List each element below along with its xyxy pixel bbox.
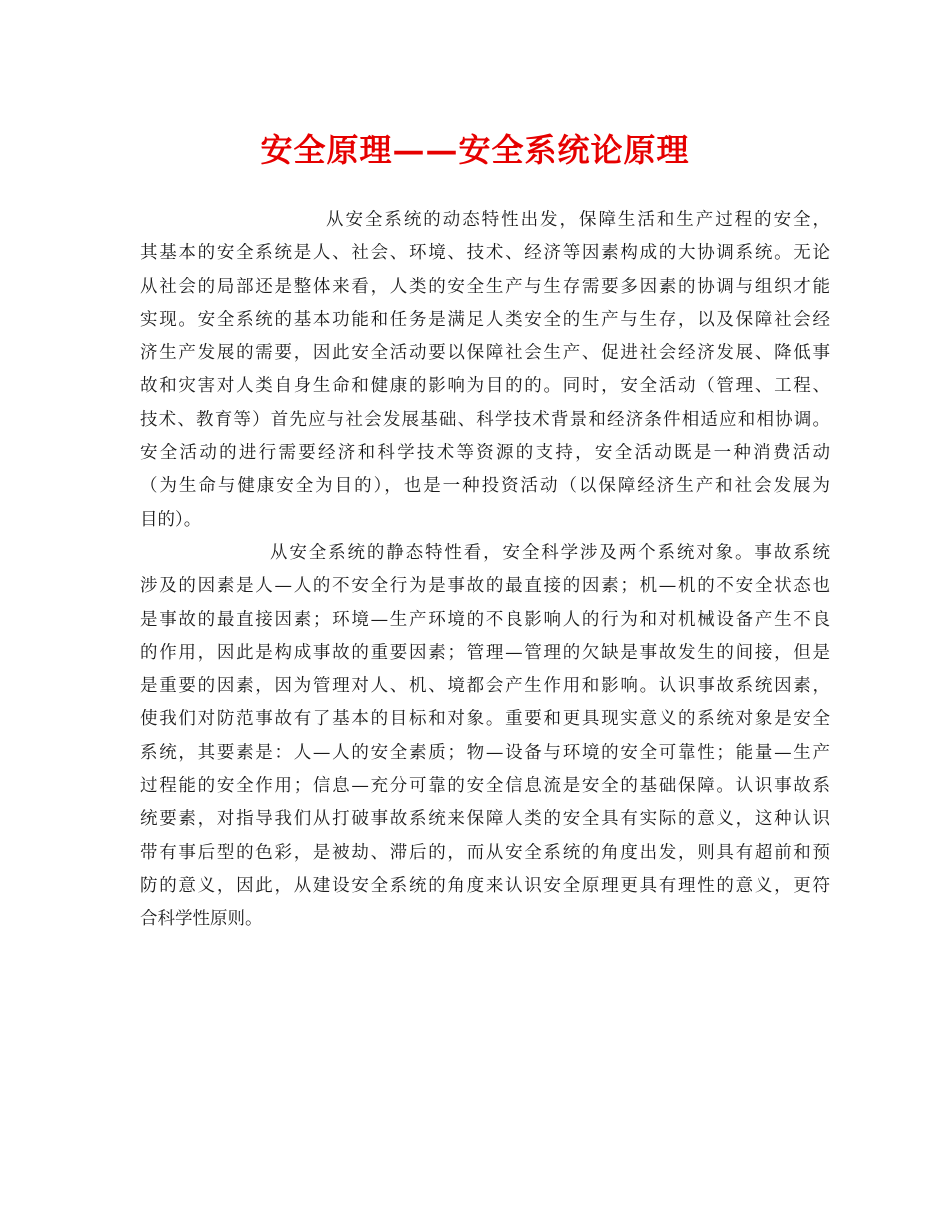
paragraph-line: 故和灾害对人类自身生命和健康的影响为目的的。同时，安全活动（管理、工程、 bbox=[140, 376, 830, 397]
paragraph-line: 系统，其要素是：人—人的安全素质；物—设备与环境的安全可靠性；能量—生产 bbox=[140, 742, 830, 763]
paragraph-line: 防的意义，因此，从建设安全系统的角度来认识安全原理更具有理性的意义，更符 bbox=[140, 875, 830, 896]
paragraph-line: 从安全系统的静态特性看，安全科学涉及两个系统对象。事故系统 bbox=[270, 542, 830, 563]
paragraph-line: 合科学性原则。 bbox=[140, 909, 263, 930]
paragraph-line: 其基本的安全系统是人、社会、环境、技术、经济等因素构成的大协调系统。无论 bbox=[140, 243, 830, 264]
paragraph-2 bbox=[140, 537, 830, 937]
paragraph-line: 是重要的因素，因为管理对人、机、境都会产生作用和影响。认识事故系统因素， bbox=[140, 676, 830, 697]
paragraph-line: 目的）。 bbox=[140, 509, 202, 530]
paragraph-line: 技术、教育等）首先应与社会发展基础、科学技术背景和经济条件相适应和相协调。 bbox=[140, 409, 830, 430]
paragraph-line: 的作用，因此是构成事故的重要因素；管理—管理的欠缺是事故发生的间接，但是 bbox=[140, 642, 830, 663]
paragraph-line: 从社会的局部还是整体来看，人类的安全生产与生存需要多因素的协调与组织才能 bbox=[140, 276, 830, 297]
paragraph-line: 过程能的安全作用；信息—充分可靠的安全信息流是安全的基础保障。认识事故系 bbox=[140, 776, 830, 797]
paragraph-line: 是事故的最直接因素；环境—生产环境的不良影响人的行为和对机械设备产生不良 bbox=[140, 609, 830, 630]
paragraph-line: 济生产发展的需要，因此安全活动要以保障社会生产、促进社会经济发展、降低事 bbox=[140, 343, 830, 364]
paragraph-line: 涉及的因素是人—人的不安全行为是事故的最直接的因素；机—机的不安全状态也 bbox=[140, 576, 830, 597]
paragraph-line: 安全活动的进行需要经济和科学技术等资源的支持，安全活动既是一种消费活动 bbox=[140, 443, 830, 464]
paragraph-line: 从安全系统的动态特性出发，保障生活和生产过程的安全， bbox=[326, 210, 830, 230]
paragraph-line: 使我们对防范事故有了基本的目标和对象。重要和更具现实意义的系统对象是安全 bbox=[140, 709, 830, 730]
paragraph-line: 统要素，对指导我们从打破事故系统来保障人类的安全具有实际的意义，这种认识 bbox=[140, 809, 830, 830]
paragraph-line: 实现。安全系统的基本功能和任务是满足人类安全的生产与生存，以及保障社会经 bbox=[140, 309, 830, 330]
document-body bbox=[140, 204, 830, 937]
document-title: 安全原理——安全系统论原理 bbox=[260, 131, 690, 169]
paragraph-line: （为生命与健康安全为目的），也是一种投资活动（以保障经济生产和社会发展为 bbox=[140, 476, 830, 497]
paragraph-1 bbox=[140, 204, 830, 537]
paragraph-line: 带有事后型的色彩，是被劫、滞后的，而从安全系统的角度出发，则具有超前和预 bbox=[140, 842, 830, 863]
